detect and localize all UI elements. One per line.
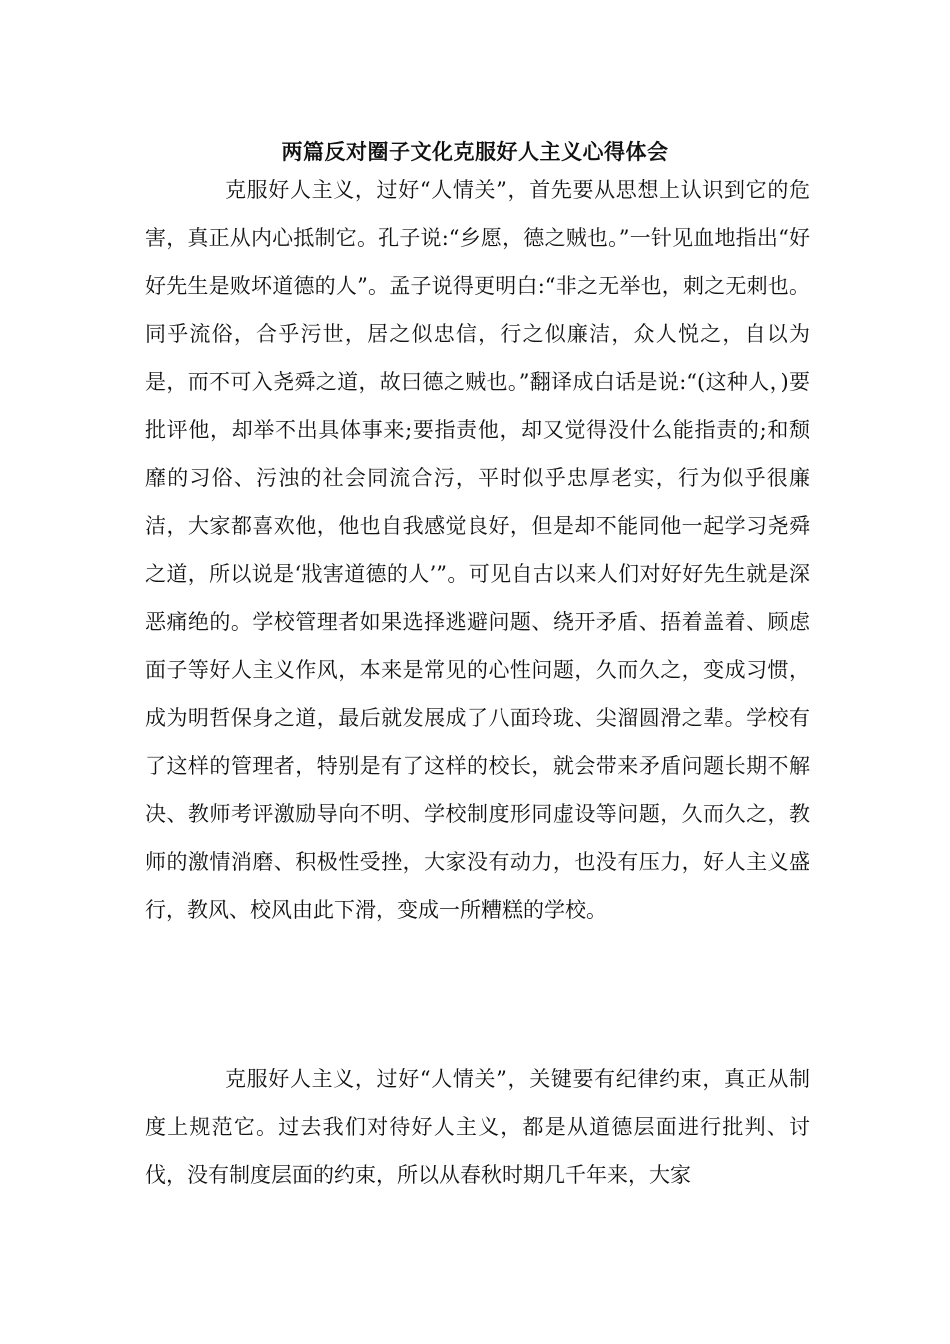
document-title: 两篇反对圈子文化克服好人主义心得体会	[281, 140, 669, 164]
body-paragraph-1: 克服好人主义，过好“人情关”，首先要从思想上认识到它的危害，真正从内心抵制它。孔子说:“乡愿，德之贼也。”一针见血地指出“好好先生是败坏道德的人”。孟子说得更明白:“非之无举也，刺之无刺也。同乎流俗，合乎污世，居之似忠信，行之似廉洁，众人悦之，自以为是，而不可入尧舜之道，故曰德之贼也。”翻译成白话是说:“(这种人，)要批评他，却举不出具体事来;要指责他，却又觉得没什么能指责的;和颓靡的习俗、污浊的社会同流合污，平时似乎忠厚老实，行为似乎很廉洁，大家都喜欢他，他也自我感觉良好，但是却不能同他一起学习尧舜之道，所以说是‘戕害道德的人’”。可见自古以来人们对好好先生就是深恶痛绝的。学校管理者如果选择逃避问题、绕开矛盾、捂着盖着、顾虑面子等好人主义作风，本来是常见的心性问题，久而久之，变成习惯，成为明哲保身之道，最后就发展成了八面玲珑、尖溜圆滑之辈。学校有了这样的管理者，特别是有了这样的校长，就会带来矛盾问题长期不解决、教师考评激励导向不明、学校制度形同虚设等问题，久而久之，教师的激情消磨、积极性受挫，大家没有动力，也没有压力，好人主义盛行，教风、校风由此下滑，变成一所糟糕的学校。	[145, 178, 810, 922]
body-paragraph-2: 克服好人主义，过好“人情关”，关键要有纪律约束，真正从制度上规范它。过去我们对待好人主义，都是从道德层面进行批判、讨伐，没有制度层面的约束，所以从春秋时期几千年来，大家	[145, 1067, 810, 1187]
